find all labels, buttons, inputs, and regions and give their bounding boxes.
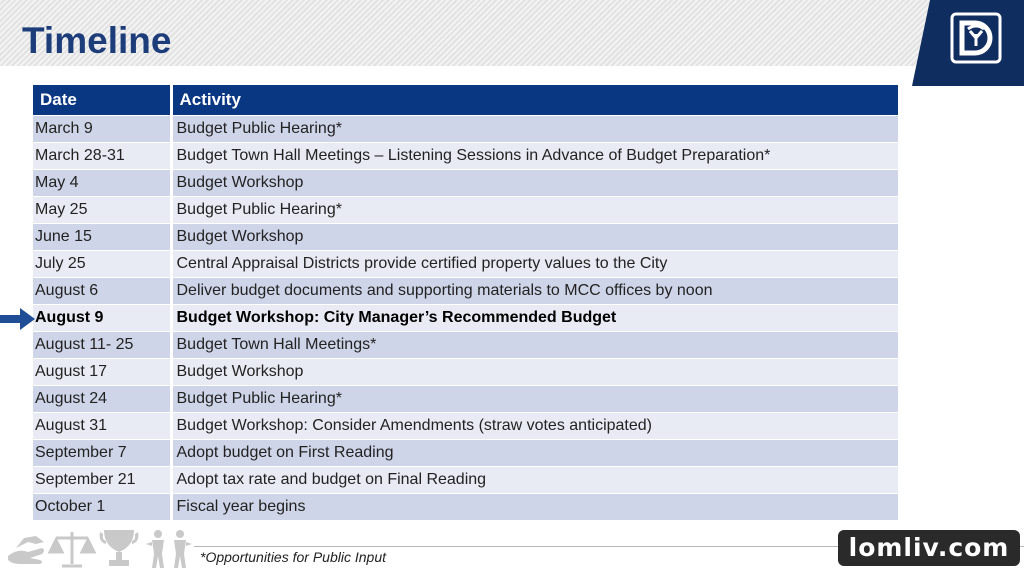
column-header-activity: Activity (171, 85, 898, 116)
scales-icon (50, 532, 94, 566)
table-row (33, 224, 898, 251)
table-row (33, 359, 898, 386)
row-activity: Deliver budget documents and supporting materials to MCC offices by noon (171, 278, 898, 305)
table-row (33, 278, 898, 305)
row-activity: Budget Town Hall Meetings – Listening Sessions in Advance of Budget Preparation* (171, 143, 898, 170)
table-row (33, 413, 898, 440)
row-activity: Budget Public Hearing* (171, 197, 898, 224)
table-row-current (33, 305, 898, 332)
table-row (33, 116, 898, 143)
row-activity: Budget Town Hall Meetings* (171, 332, 898, 359)
footnote: *Opportunities for Public Input (200, 549, 386, 565)
table-row (33, 143, 898, 170)
row-date: June 15 (33, 224, 171, 251)
row-date: July 25 (33, 251, 171, 278)
trophy-icon (100, 530, 139, 566)
row-activity: Budget Workshop: City Manager’s Recommended Budget (171, 305, 898, 332)
arrow-right-icon (0, 306, 36, 332)
footer-icon-strip (6, 526, 192, 570)
table-header-row (33, 85, 898, 116)
row-activity: Budget Public Hearing* (171, 386, 898, 413)
row-date: August 17 (33, 359, 171, 386)
row-activity: Budget Public Hearing* (171, 116, 898, 143)
row-date: August 11- 25 (33, 332, 171, 359)
row-activity: Central Appraisal Districts provide certified property values to the City (171, 251, 898, 278)
handshake-icon (8, 536, 44, 564)
row-date: August 24 (33, 386, 171, 413)
city-d-logo-icon (948, 10, 1004, 66)
table-row (33, 467, 898, 494)
row-date: March 9 (33, 116, 171, 143)
row-date: August 6 (33, 278, 171, 305)
row-date: October 1 (33, 494, 171, 521)
row-activity: Adopt budget on First Reading (171, 440, 898, 467)
row-activity: Budget Workshop (171, 224, 898, 251)
table-row (33, 386, 898, 413)
table-row (33, 332, 898, 359)
column-header-date: Date (33, 85, 171, 116)
row-date: August 31 (33, 413, 171, 440)
row-date: May 25 (33, 197, 171, 224)
table-row (33, 440, 898, 467)
table-row (33, 170, 898, 197)
people-icon (146, 530, 192, 568)
row-activity: Adopt tax rate and budget on Final Reading (171, 467, 898, 494)
row-date: May 4 (33, 170, 171, 197)
row-activity: Budget Workshop (171, 359, 898, 386)
row-date: September 7 (33, 440, 171, 467)
row-date: August 9 (33, 305, 171, 332)
table-row (33, 197, 898, 224)
row-activity: Fiscal year begins (171, 494, 898, 521)
table-row (33, 494, 898, 521)
timeline-table (33, 85, 898, 520)
watermark: lomliv.com (838, 530, 1020, 566)
row-date: September 21 (33, 467, 171, 494)
page-title: Timeline (22, 20, 172, 61)
row-activity: Budget Workshop (171, 170, 898, 197)
row-date: March 28-31 (33, 143, 171, 170)
row-activity: Budget Workshop: Consider Amendments (straw votes anticipated) (171, 413, 898, 440)
table-row (33, 251, 898, 278)
